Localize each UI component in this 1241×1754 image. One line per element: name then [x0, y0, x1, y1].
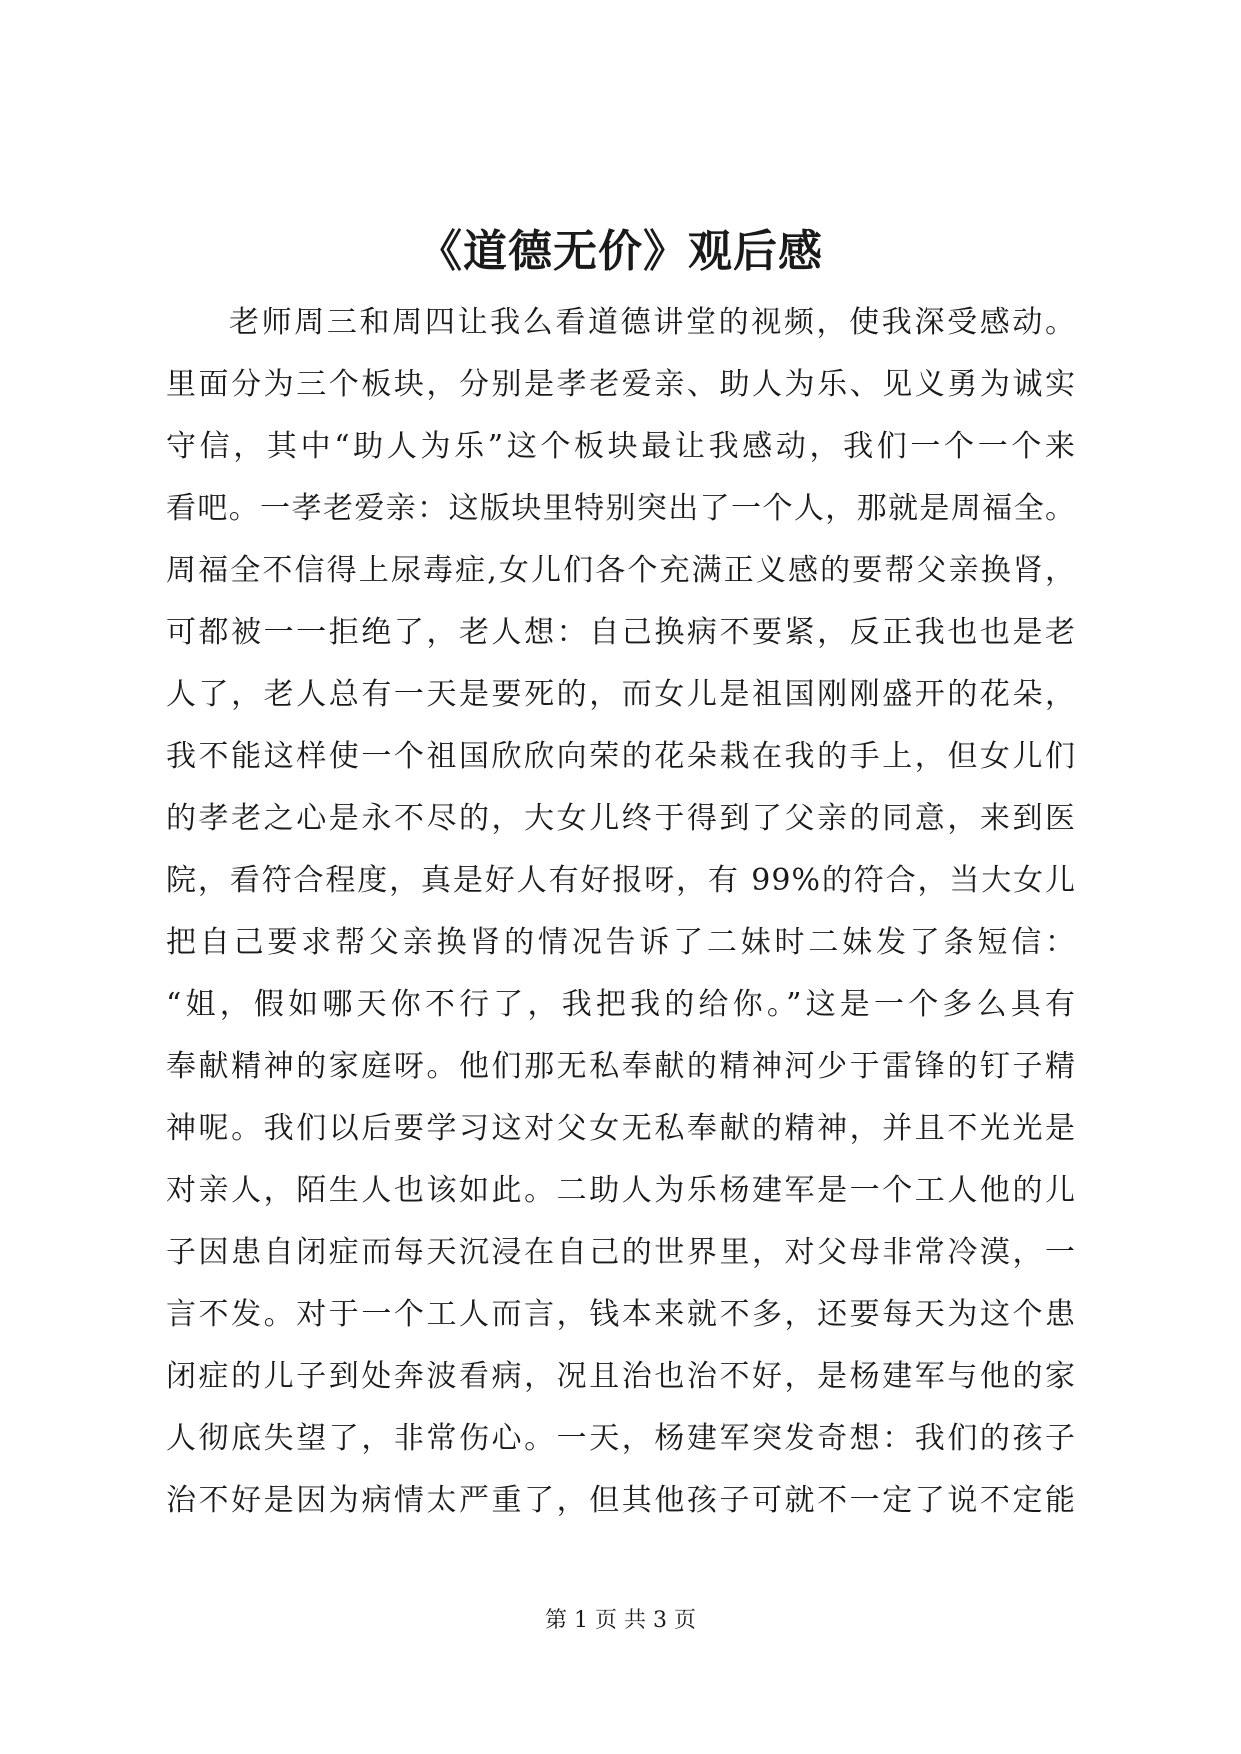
- text-line: 的孝老之心是永不尽的，大女儿终于得到了父亲的同意，来到医: [166, 801, 1076, 836]
- text-line: 里面分为三个板块，分别是孝老爱亲、助人为乐、见义勇为诚实: [166, 367, 1076, 402]
- text-line: 可都被一一拒绝了，老人想：自己换病不要紧，反正我也也是老: [166, 615, 1076, 650]
- text-line: 子因患自闭症而每天沉浸在自己的世界里，对父母非常冷漠，一: [166, 1235, 1076, 1270]
- document-title: 《道德无价》观后感: [418, 226, 823, 277]
- text-line: 守信，其中“助人为乐”这个板块最让我感动，我们一个一个来: [166, 429, 1076, 464]
- text-line: 我不能这样使一个祖国欣欣向荣的花朵栽在我的手上，但女儿们: [166, 739, 1076, 774]
- page-footer: 第 1 页 共 3 页: [545, 1608, 696, 1633]
- text-line: 老师周三和周四让我么看道德讲堂的视频，使我深受感动。: [229, 305, 1076, 340]
- text-line: 对亲人，陌生人也该如此。二助人为乐杨建军是一个工人他的儿: [166, 1173, 1076, 1208]
- text-line: 闭症的儿子到处奔波看病，况且治也治不好，是杨建军与他的家: [166, 1359, 1076, 1394]
- body-paragraph: [166, 292, 1076, 1532]
- text-line: 看吧。一孝老爱亲：这版块里特别突出了一个人，那就是周福全。: [166, 491, 1076, 526]
- text-line: 神呢。我们以后要学习这对父女无私奉献的精神，并且不光光是: [166, 1111, 1076, 1146]
- text-line: 奉献精神的家庭呀。他们那无私奉献的精神河少于雷锋的钉子精: [166, 1049, 1076, 1084]
- text-line: “姐，假如哪天你不行了，我把我的给你。”这是一个多么具有: [166, 987, 1076, 1022]
- text-line: 院，看符合程度，真是好人有好报呀，有 99%的符合，当大女儿: [166, 863, 1076, 898]
- text-line: 治不好是因为病情太严重了，但其他孩子可就不一定了说不定能: [166, 1483, 1076, 1518]
- text-line: 把自己要求帮父亲换肾的情况告诉了二妹时二妹发了条短信：: [166, 925, 1076, 960]
- text-line: 周福全不信得上尿毒症,女儿们各个充满正义感的要帮父亲换肾，: [166, 553, 1076, 588]
- text-line: 人了，老人总有一天是要死的，而女儿是祖国刚刚盛开的花朵，: [166, 677, 1076, 712]
- text-line: 言不发。对于一个工人而言，钱本来就不多，还要每天为这个患: [166, 1297, 1076, 1332]
- text-line: 人彻底失望了，非常伤心。一天，杨建军突发奇想：我们的孩子: [166, 1421, 1076, 1456]
